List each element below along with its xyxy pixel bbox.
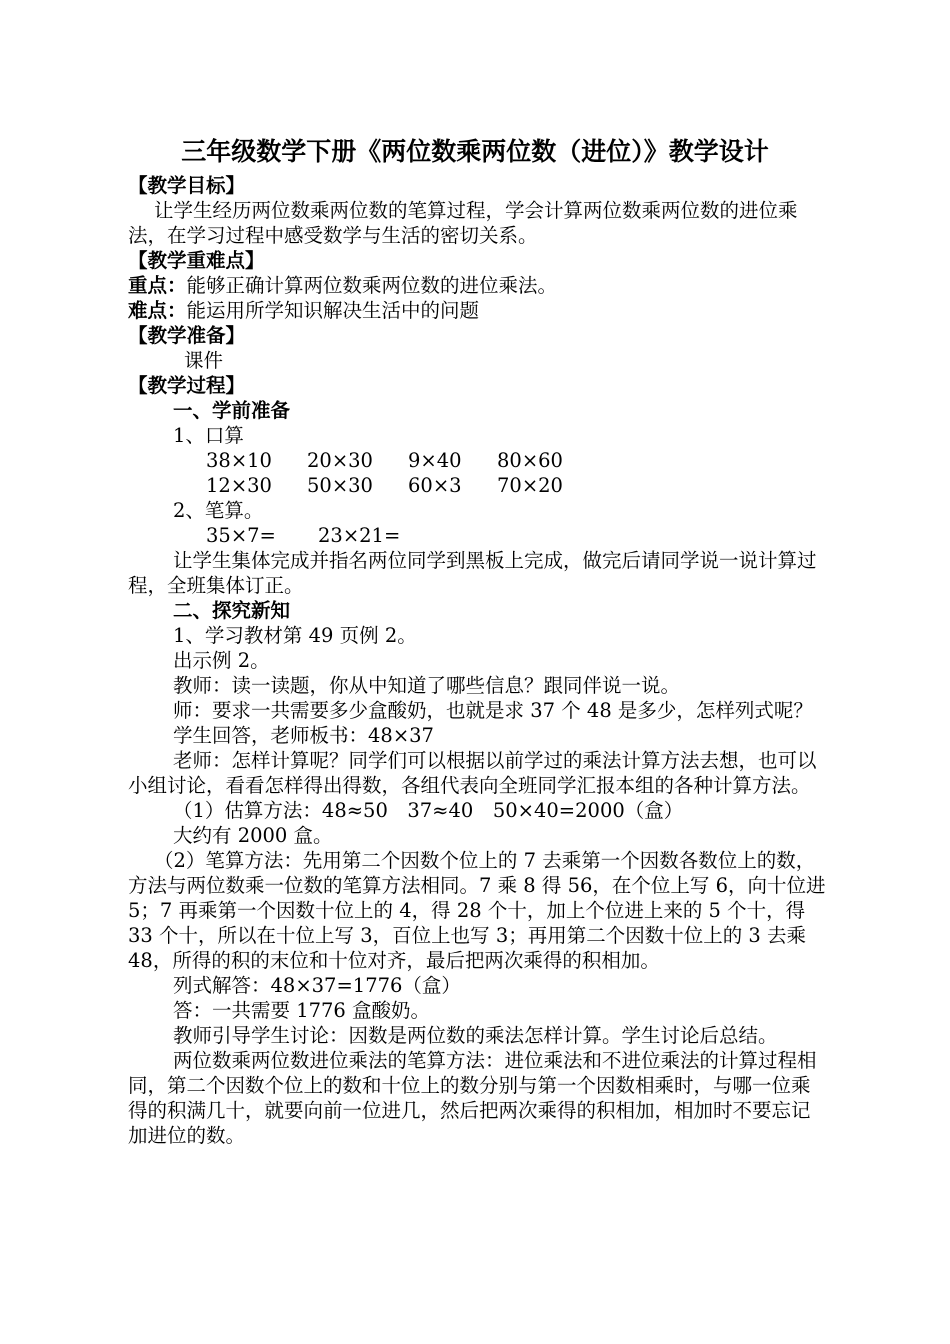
document-body — [128, 173, 828, 1148]
heading-teaching-goals: 【教学目标】 — [128, 174, 246, 197]
paragraph: 师：要求一共需要多少盒酸奶，也就是求 37 个 48 是多少，怎样列式呢？ — [173, 699, 813, 722]
section-pre-study: 一、学前准备 — [173, 399, 291, 422]
written-calc-row — [128, 523, 828, 548]
oral-calc-item: 60×3 — [408, 474, 462, 497]
paragraph: 老师：怎样计算呢？同学们可以根据以前学过的乘法计算方法去想，也可以小组讨论，看看怎样得出得数，各组代表向全班同学汇报本组的各种计算方法。 — [128, 749, 817, 797]
text-line: 大约有 2000 盒。 — [173, 824, 333, 847]
text-line: 学生回答，老师板书：48×37 — [173, 724, 434, 747]
difficult-point-line — [128, 298, 828, 323]
text-line: 1、学习教材第 49 页例 2。 — [173, 624, 417, 647]
oral-calc-item: 70×20 — [497, 474, 563, 497]
text-line: 出示例 2。 — [173, 649, 270, 672]
oral-calc-item: 9×40 — [408, 449, 462, 472]
heading-teaching-process: 【教学过程】 — [128, 374, 246, 397]
paragraph: 教师引导学生讨论：因数是两位数的乘法怎样计算。学生讨论后总结。 — [173, 1024, 778, 1047]
heading-preparation: 【教学准备】 — [128, 324, 246, 347]
oral-calc-row — [128, 473, 828, 498]
document-title: 三年级数学下册《两位数乘两位数（进位）》教学设计 — [181, 137, 769, 166]
paragraph-written-method: （2）笔算方法：先用第二个因数个位上的 7 去乘第一个因数各数位上的数，方法与两位数乘一位数的笔算方法相同。7 乘 8 得 56，在个位上写 6，向十位进 5；7 再乘第一个因数十位上的 4，得 28 个十，加上个位进上来的 5 个十，得 33 个十，所以在十位上写 3，百位上也写 3；再用第二个因数十位上的 3 去乘 48，所得的积的末位和十位对齐，最后把两次乘得的积相加。 — [128, 849, 826, 972]
key-point-label: 重点： — [128, 274, 187, 297]
estimate-line: （1）估算方法：48≈50 37≈40 50×40=2000（盒） — [173, 799, 684, 822]
oral-calc-item: 20×30 — [307, 449, 373, 472]
oral-calc-item: 80×60 — [497, 449, 563, 472]
difficult-point-label: 难点： — [128, 299, 187, 322]
written-calc-label: 2、笔算。 — [173, 499, 264, 522]
text-line: 答：一共需要 1776 盒酸奶。 — [173, 999, 431, 1022]
heading-key-difficult-points: 【教学重难点】 — [128, 249, 265, 272]
text-line: 列式解答：48×37=1776（盒） — [173, 974, 461, 997]
paragraph-summary: 两位数乘两位数进位乘法的笔算方法：进位乘法和不进位乘法的计算过程相同，第二个因数个位上的数和十位上的数分别与第一个因数相乘时，与哪一位乘得的积满几十，就要向前一位进几，然后把两次乘得的积相加，相加时不要忘记加进位的数。 — [128, 1049, 817, 1147]
paragraph-collective: 让学生集体完成并指名两位同学到黑板上完成，做完后请同学说一说计算过程，全班集体订正。 — [128, 549, 817, 597]
oral-calc-label: 1、口算 — [173, 424, 244, 447]
oral-calc-item: 50×30 — [307, 474, 373, 497]
difficult-point-text: 能运用所学知识解决生活中的问题 — [186, 299, 480, 322]
oral-calc-item: 38×10 — [206, 449, 272, 472]
paragraph-goals: 让学生经历两位数乘两位数的笔算过程，学会计算两位数乘两位数的进位乘法，在学习过程中感受数学与生活的密切关系。 — [128, 199, 798, 247]
written-calc-item: 35×7= — [206, 524, 276, 547]
text-line: 教师：读一读题，你从中知道了哪些信息？跟同伴说一说。 — [173, 674, 681, 697]
section-explore: 二、探究新知 — [173, 599, 291, 622]
oral-calc-item: 12×30 — [206, 474, 272, 497]
preparation-item: 课件 — [184, 349, 224, 372]
key-point-line — [128, 273, 828, 298]
key-point-text: 能够正确计算两位数乘两位数的进位乘法。 — [186, 274, 558, 297]
oral-calc-row — [128, 448, 828, 473]
written-calc-item: 23×21= — [318, 524, 401, 547]
